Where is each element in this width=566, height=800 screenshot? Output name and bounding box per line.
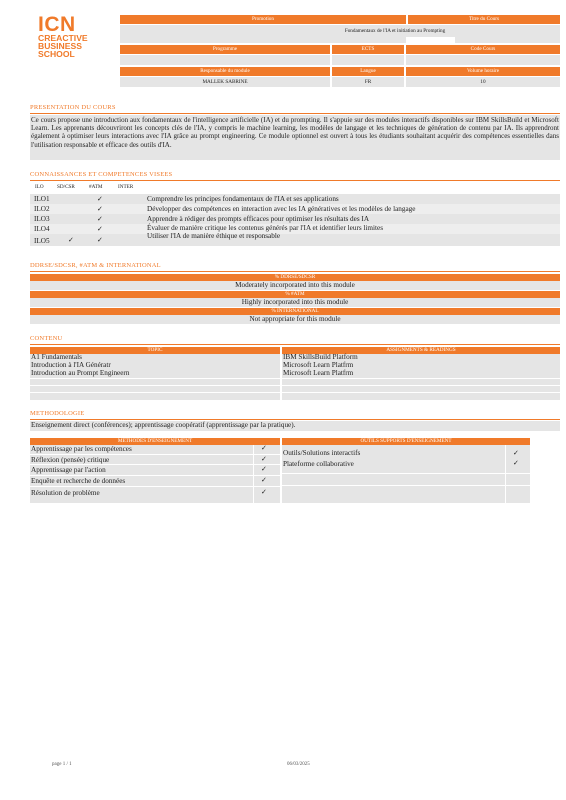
atm-header: % #ATM xyxy=(30,291,560,298)
check-mark: ✓ xyxy=(261,455,267,463)
list-item: Enquête et recherche de données xyxy=(31,477,126,485)
assignments-header: ASSIGNMENTS & READINGS xyxy=(282,347,560,354)
methodo-title: METHODOLOGIE xyxy=(30,410,85,417)
ilo-code: ILO4 xyxy=(34,225,50,233)
col-inter: INTER xyxy=(118,184,134,190)
list-item: Apprentissage par l'action xyxy=(31,466,106,474)
ilo-description: Comprendre les principes fondamentaux de l'IA et ses applications xyxy=(147,195,339,203)
course-title-pad xyxy=(455,25,560,43)
course-title-value: Fondamentaux de l'IA et initiation au Prompting xyxy=(335,25,455,37)
col-atm: #ATM xyxy=(89,184,103,190)
ilo-code: ILO3 xyxy=(34,215,50,223)
check-mark: ✓ xyxy=(513,459,519,467)
table-row xyxy=(30,234,560,246)
ilo-code: ILO5 xyxy=(34,237,50,245)
header-label-course-title: Titre du Cours xyxy=(408,15,560,24)
atm-check: ✓ xyxy=(97,205,103,213)
row-divider xyxy=(30,486,280,487)
topic-cell: A1 Fundamentals xyxy=(31,353,82,361)
ilo-code: ILO1 xyxy=(34,195,50,203)
atm-check: ✓ xyxy=(97,225,103,233)
atm-check: ✓ xyxy=(97,236,103,244)
responsible-value: MALLEK SABRINE xyxy=(120,77,330,87)
table-row xyxy=(30,194,560,204)
methodo-divider xyxy=(30,419,560,420)
list-item: Réflexion (pensée) critique xyxy=(31,456,110,464)
topic-cell: Introduction à l'IA Génératr xyxy=(31,361,111,369)
school-logo xyxy=(38,15,88,58)
sdcsr-check: ✓ xyxy=(68,236,74,244)
check-mark: ✓ xyxy=(261,465,267,473)
list-item: Plateforme collaborative xyxy=(283,460,354,468)
header-label-ects: ECTS xyxy=(332,45,404,54)
row-divider xyxy=(30,385,560,386)
table-row xyxy=(30,224,560,234)
logo-line-2: CREACTIVE xyxy=(38,33,88,43)
presentation-divider xyxy=(30,113,560,114)
topic-cell: Introduction au Prompt Engineern xyxy=(31,369,130,377)
col-ilo: ILO xyxy=(35,184,44,190)
print-date: 06/03/2025 xyxy=(287,762,310,767)
hours-value: 10 xyxy=(406,77,560,87)
ilo-description: Apprendre à rédiger des prompts efficaces pour optimiser les résultats des IA xyxy=(147,215,370,223)
ilo-code: ILO2 xyxy=(34,205,50,213)
row-divider xyxy=(30,378,560,379)
presentation-text: Ce cours propose une introduction aux fondamentaux de l'intelligence artificielle (IA) et du prompting. Il s'appuie sur des modules interactifs disponibles sur IBM SkillsBuild et Microsoft Learn. Les apprenants découvriront les concepts clés de l'IA, y compris le machine learning, les modèles de langage et les techniques de génération de contenu par IA. Ils apprendront également à optimiser leurs interactions avec l'IA grâce au prompt engineering. Ce module optionnel est ouvert à tous les étudiants souhaitant acquérir des compétences essentielles dans l'utilisation responsable et efficace des outils d'IA. xyxy=(30,115,560,160)
reading-cell: IBM SkillsBuild Platform xyxy=(283,353,358,361)
table-row xyxy=(30,204,560,214)
presentation-title: PRESENTATION DU COURS xyxy=(30,104,116,111)
skills-divider xyxy=(30,180,560,181)
atm-check: ✓ xyxy=(97,215,103,223)
header-label-code: Code Cours xyxy=(406,45,560,54)
list-item: Résolution de problème xyxy=(31,489,100,497)
check-mark: ✓ xyxy=(261,488,267,496)
ilo-description: Utiliser l'IA de manière éthique et responsable xyxy=(147,232,281,240)
topic-header: TOPIC xyxy=(30,347,280,354)
header-label-promotion: Promotion xyxy=(120,15,406,24)
methods-header: METHODES D'ENSEIGNEMENT xyxy=(30,438,280,445)
row-divider xyxy=(30,454,280,455)
reading-cell: Microsoft Learn Platfrm xyxy=(283,369,354,377)
row-divider xyxy=(30,475,280,476)
col-sdcsr: SD/CSR xyxy=(57,184,75,190)
ddrse-value: Moderately incorporated into this module xyxy=(30,281,560,290)
logo-line-4: SCHOOL xyxy=(38,49,75,59)
row-divider xyxy=(30,464,280,465)
ddrse-header: % DDRSE/SDCSR xyxy=(30,274,560,281)
ilo-description: Développer des compétences en interaction avec les IA génératives et les modèles de langage xyxy=(147,205,416,213)
international-value: Not appropriate for this module xyxy=(30,315,560,324)
table-row xyxy=(30,214,560,224)
reading-cell: Microsoft Learn Platfrm xyxy=(283,361,354,369)
code-value xyxy=(406,55,560,65)
atm-value: Highly incorporated into this module xyxy=(30,298,560,307)
atm-check: ✓ xyxy=(97,195,103,203)
row-divider xyxy=(282,473,530,474)
skills-title: CONNAISSANCES ET COMPETENCES VISEES xyxy=(30,171,173,178)
methodo-text: Enseignement direct (conférences); apprentissage coopératif (apprentissage par la pratique). xyxy=(30,421,560,431)
programme-value xyxy=(120,55,330,65)
international-header: % INTERNATIONAL xyxy=(30,308,560,315)
header-label-responsible: Responsable du module xyxy=(120,67,330,76)
check-mark: ✓ xyxy=(513,449,519,457)
list-item: Outils/Solutions interactifs xyxy=(283,449,361,457)
ddrse-title: DDRSE/SDCSR, #ATM & INTERNATIONAL xyxy=(30,262,161,269)
language-value: FR xyxy=(332,77,404,87)
header-label-language: Langue xyxy=(332,67,404,76)
ddrse-divider xyxy=(30,271,560,272)
header-label-programme: Programme xyxy=(120,45,330,54)
list-item: Apprentissage par les compétences xyxy=(31,445,132,453)
row-divider xyxy=(30,392,560,393)
logo-line-3: BUSINESS xyxy=(38,41,82,51)
row-divider xyxy=(282,485,530,486)
contenu-title: CONTENU xyxy=(30,335,63,342)
check-mark: ✓ xyxy=(261,444,267,452)
contenu-divider xyxy=(30,344,560,345)
tools-header: OUTILS SUPPORTS D'ENSEIGNEMENT xyxy=(282,438,530,445)
ects-value xyxy=(332,55,404,65)
check-mark: ✓ xyxy=(261,476,267,484)
page-number: page 1 / 1 xyxy=(52,762,72,767)
ilo-description: Évaluer de manière critique les contenus générés par l'IA et identifier leurs limites xyxy=(147,224,383,232)
header-label-hours: Volume horaire xyxy=(406,67,560,76)
logo-line-1: ICN xyxy=(38,13,76,36)
